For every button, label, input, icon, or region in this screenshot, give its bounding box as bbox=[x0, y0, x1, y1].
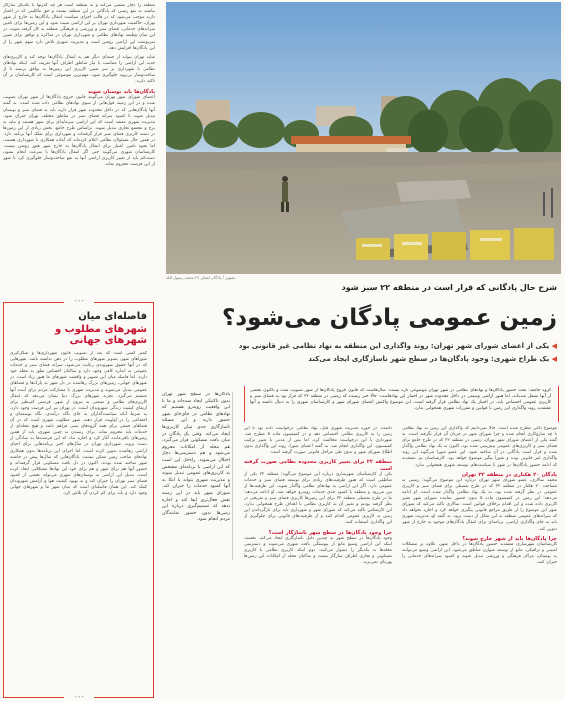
body-text: شاید تهران بتواند از جنبه‌ای دیگر هم به انتقال پادگان‌ها توجه کند و کاربری‌های جدید این اراضی را متناسب با نیاز مناطق اطراف آنها تعریف کند. اینکه نهادهای نظامی با شهرداری بر سر تعیین کاربری این زمین‌ها به توافق برسند تا از ساخت‌وساز بی‌رویه جلوگیری شود، مهم‌ترین موضوعی است که کارشناسان بر آن تاکید دارند. bbox=[3, 54, 155, 85]
article-photo bbox=[166, 2, 561, 274]
body-text: موضوع داغی مطرح شده است. حالا نمی‌دانیم که واگذاری این زمین به نهاد نظامی با چه سازوکاری انجام شده و چرا شورای شهر در جریان آن قرار نگرفته است. به گفته یکی از اعضای شورای شهر تهران، زمینی در منطقه ۲۲ که در طرح جامع برای فضای سبز و کاربری‌های عمومی پیش‌بینی شده بود، اکنون به یک نهاد نظامی واگذار شده و قرار است پادگانی در آن ساخته شود. این عضو شورا می‌گوید این روند واگذاری غیر قانونی بوده و شورا پیگیر موضوع خواهد بود. کارشناسان نیز معتقدند که ادامه حضور پادگان‌ها در شهر با سیاست‌های توسعه شهری همخوانی ندارد. bbox=[402, 426, 557, 468]
sidebar-decor-bottom: ••• bbox=[64, 695, 94, 701]
sidebar-box bbox=[3, 298, 154, 701]
body-text: یکی از کارشناسان شهرسازی درباره این موضوع می‌گوید: منطقه ۲۲ یکی از مناطقی است که هنوز ظرفیت‌های زیادی برای توسعه فضای سبز و خدمات عمومی دارد. اگر این اراضی به نهادهای نظامی واگذار شوند، این ظرفیت‌ها از بین می‌رود و منطقه با کمبود جدی خدمات روبه‌رو خواهد شد. او ادامه می‌دهد: ما در طرح تفصیلی منطقه ۲۲ برای این زمین‌ها کاربری فضای سبز و تفریحی در نظر گرفته بودیم و تغییر آن به کاربری نظامی با اهداف طرح همخوانی ندارد. این کارشناس تاکید می‌کند که شورای شهر و شهرداری باید برای بازگرداندن این زمین به کاربری عمومی اقدام کنند و از ظرفیت‌های قانونی برای جلوگیری از این واگذاری استفاده کنند. bbox=[244, 471, 392, 526]
intro-text: گروه جامعه: بحث حضور پادگان‌ها و نهادهای نظامی در شهر تهران موضوعی تازه نیست. سال‌هاست که قانون خروج پادگان‌ها از شهر تصویب شده و تاکنون بخشی از آنها منتقل شده‌اند، اما هنوز اراضی وسیعی در داخل محدوده شهر در اختیار این نهادهاست. حالا خبر رسیده که زمینی در منطقه ۲۲ که قرار بود به فضای سبز و کاربری عمومی اختصاص یابد، در اختیار یک نهاد نظامی قرار گرفته است. این موضوع واکنش اعضای شورای شهر و کارشناسان شهری را به دنبال داشته و آنها معتقدند روند واگذاری این زمین با قوانین و مقررات شهری همخوانی ندارد. bbox=[250, 388, 551, 412]
lead-bullet-icon: ◀ bbox=[549, 342, 557, 350]
lead-1: ◀ یکی از اعضای شورای شهر تهران: روند واگذاری این منطقه به نهاد نظامی غیر قانونی بود bbox=[238, 342, 557, 350]
body-text: اعضای شورای شهر تهران می‌گویند قانون خروج پادگان‌ها از شهر تهران تصویب شده و در این زمینه قول‌هایی از سوی نهادهای نظامی داده شده است. به گفته آنها پادگان‌هایی که در داخل محدوده شهر قرار دارند باید به فضای سبز و بوستان تبدیل شوند تا کمبود سرانه فضای سبز در مناطق مختلف تهران جبران شود. مدیریت شهری معتقد است که این اراضی سرمایه‌ای برای شهر هستند و نباید به برج و مجتمع تجاری تبدیل شوند. براساس طرح جامع، بخش زیادی از این زمین‌ها در دسته کاربری فضای سبز قرار گرفته‌اند و شهرداری برای تملک آنها برنامه دارد. در همین حال مسئولان نظامی اعلام کرده‌اند که آماده همکاری با شهرداری هستند، اما نحوه تامین اعتبار برای انتقال پادگان‌ها به خارج شهر هنوز روشن نیست. کارشناسان شهری می‌گویند حتی اگر انتقال پادگان‌ها با سرعت انجام نشود، دست‌کم باید از تغییر کاربری اراضی آنها به نفع ساخت‌وساز جلوگیری کرد تا شهر از این فرصت محروم نماند. bbox=[3, 95, 155, 168]
section-subhead: منطقه ۲۲ برای تغییر کاربری محدوده نظامی صورت گرفته است bbox=[244, 459, 392, 472]
section-subhead: پادگان‌ها باید بوستان شوند bbox=[88, 89, 155, 96]
body-text: کارشناسان شهرسازی معتقدند حضور پادگان‌ها در داخل شهر، علاوه بر مشکلات امنیتی و ترافیکی، مانع از توسعه متوازن مناطق می‌شود. این اراضی وسیع می‌توانند به بوستان، مراکز فرهنگی و ورزشی تبدیل شوند و کمبود سرانه‌های خدماتی را جبران کنند. bbox=[402, 541, 557, 565]
photo-caption: شرح حال پادگانی که قرار است در منطقه ۲۲ سبز شود bbox=[341, 283, 557, 292]
lead-2: ◀ یک طراح شهری: وجود پادگان‌ها در سطح شهر ناسازگاری ایجاد می‌کند bbox=[308, 355, 557, 363]
sidebar-text: کمتر کسی است که بعد از تصویب قانون شهرداری‌ها و شکل‌گیری شوراهای شهر، تصویر شهرهای مطلوب را در ذهن نداشته باشد. شهرهایی که در آنها حقوق شهروندی رعایت می‌شود، سرانه فضای سبز و خدمات عمومی به اندازه کافی وجود دارد و ساکنان احساس تعلق به محله خود دارند. اما فاصله میان این تصویر و واقعیت شهرهای ما هنوز زیاد است. در شهرهای جهانی، زمین‌های بزرگ رهاشده در دل شهر به پارک‌ها و فضاهای عمومی تبدیل می‌شوند و مدیریت شهری با مشارکت مردم برای آینده آنها تصمیم می‌گیرد. تجربه شهرهای بزرگ دنیا نشان می‌دهد که انتقال کاربری‌های نظامی و صنعتی به بیرون از شهر، فرصتی کم‌نظیر برای ارتقای کیفیت زندگی شهروندان است. در تهران نیز این فرصت وجود دارد، به شرط آنکه سیاست‌گذاران به جای نگاه درآمدی، نگاه توسعه‌ای و اجتماعی را در اولویت قرار دهند. شهر مطلوب شهری است که در آن فضاهای جمعی برای همه گروه‌های سنی فراهم باشد و هیچ محله‌ای از خدمات پایه محروم نماند. برای رسیدن به چنین شهری، باید از همین زمین‌های باقی‌مانده آغاز کرد و اجازه نداد که این فرصت‌ها به سادگی از دست بروند. شهرداری تهران در سال‌های اخیر برنامه‌هایی برای احیای اراضی رهاشده تدوین کرده است، اما اجرای این برنامه‌ها بدون همکاری نهادهای صاحب زمین ممکن نیست. پادگان‌هایی که سال‌ها پیش در حاشیه شهر ساخته شده بودند، اکنون در دل بافت مسکونی قرار گرفته‌اند و حضور آنها هم برای شهر و هم برای خود این نهادها مشکلاتی ایجاد کرده است. تبدیل این اراضی به بوستان‌های شهری می‌تواند بخشی از کمبود فضای سبز تهران را جبران کند و به بهبود کیفیت هوا و آرامش شهروندان کمک کند. این همان فاصله‌ای است که میان شهر ما و شهرهای جهانی وجود دارد و باید برای کم کردن آن تلاش کرد. bbox=[10, 351, 147, 497]
sidebar-quote: پادگان‌ها در سطح شهر تهران بدون تاکتیکی ایجاد شده‌اند و ما با این واقعیت روبه‌رو هستیم که نهادهای نظامی در جای‌جای شهر حضور دارند و این مسئله ناسازگاری جدی میان کاربری‌ها ایجاد می‌کند. وقتی یک پادگان در میان بافت مسکونی قرار می‌گیرد، هم محله از امکانات محروم می‌شود و هم دسترسی‌ها دچار اختلال می‌شوند. راه‌حل این است که این اراضی با برنامه‌ای مشخص به کاربری‌های عمومی تبدیل شوند و مدیریت شهری بتواند با اتکا به آنها کمبود خدمات را جبران کند. شورای شهر باید در این زمینه نقش فعال‌تری ایفا کند و اجازه ندهد که تصمیم‌گیری درباره این زمین‌ها بدون حضور نمایندگان مردم انجام شود. bbox=[162, 392, 230, 523]
body-text: داشت. در حوزه مدیریت شهری قبل، نهاد نظامی درخواست داده بود تا این زمین را به کاربری نظامی اختصاص دهد و در کمیسیون ماده ۵ مطرح شد. شهرداری با این درخواست مخالفت کرد، اما پس از مدتی با تغییر ترکیب کمیسیون، این واگذاری انجام شد. به گفته اعضای شورا، روند این واگذاری بدون اطلاع شورای شهر و بدون طی مراحل قانونی صورت گرفته است. bbox=[244, 426, 392, 456]
left-column-top bbox=[3, 3, 155, 288]
lead-bullet-icon: ◀ bbox=[549, 355, 557, 363]
photo-credit: تصویر / پادگان لشکر ۲۷ محمد رسول الله bbox=[166, 275, 236, 280]
middle-column bbox=[244, 426, 392, 698]
body-text: منطقه را دچار تشتتی می‌کند و نه منطقه است هر چه گذرنها با یکدیگر سازگار نباشند به نفع زمینی که پادگانی در این منطقه نیست و حق مالکیتی که در اختیار دارند موجب می‌شود که در قالب اجرای سیاست انتقال پادگان‌ها به خارج از شهر تهران، حاکمیت شهرداری تهران بر این اراضی تثبیت شود و این زمین‌ها برای تامین سرانه‌های خدماتی، فضای سبز و ورزشی و فرهنگی منطقه به کار گرفته شوند. در این میان وظیفه نهادهای نظامی و شهرداری تهران در مذاکره و توافق برای تعیین سرنوشت این اراضی روشن است و مدیریت شهری تلاش دارد سهم شهر را از این پادگان‌ها افزایش دهد. bbox=[3, 3, 155, 51]
parade-ground-image bbox=[166, 2, 561, 274]
section-subhead: چرا وجود پادگان‌ها در سطح شهر ناسازگار است؟ bbox=[268, 529, 392, 536]
body-text: محمد سالاری، عضو شورای شهر تهران درباره این موضوع می‌گوید: زمینی به مساحت ۲۰ هکتار در منطقه ۲۲ که در طرح تفصیلی برای فضای سبز و کاربری عمومی در نظر گرفته شده بود، به یک نهاد نظامی واگذار شده است. او ادامه می‌دهد: این زمین در کمیسیون ماده ۵ بدون حضور نماینده شورای شهر تغییر کاربری داده شده و این اقدام برخلاف قوانین است. سالاری تاکید می‌کند که شورای شهر این موضوع را از طریق مراجع قانونی پیگیری خواهد کرد و اجازه نخواهد داد که سرانه‌های عمومی منطقه به این شکل از دست برود. به گفته او، مدیریت شهری باید به جای واگذاری اراضی، برنامه‌ای برای انتقال پادگان‌های موجود به خارج از شهر تدوین کند. bbox=[402, 477, 557, 532]
section-subhead: پادگان ۲۰ هکتاری در منطقه ۲۲ تهران bbox=[461, 471, 557, 478]
sidebar-title-line2: شهرهای مطلوب و شهرهای جهانی bbox=[54, 324, 147, 346]
sidebar-decor: ••• bbox=[64, 299, 94, 305]
right-column bbox=[402, 426, 557, 698]
section-subhead: چرا پادگان‌ها باید از شهر خارج شوند؟ bbox=[462, 535, 557, 542]
page-headline: زمین عمومی پادگان می‌شود؟ bbox=[221, 305, 557, 331]
body-text: وجود پادگان‌ها در سطح شهر به چندین دلیل ناسازگاری ایجاد می‌کند. نخست اینکه این اراضی وسیع مانع از پیوستگی بافت شهری می‌شوند و دسترسی محله‌ها به یکدیگر را دشوار می‌کنند. دوم اینکه کاربری نظامی با کاربری مسکونی و تجاری اطراف سازگار نیست و ساکنان محله از امکانات این زمین‌ها بهره‌ای نمی‌برند. bbox=[244, 535, 392, 565]
sidebar-title-line1: فاصله‌ای میان bbox=[78, 311, 147, 322]
